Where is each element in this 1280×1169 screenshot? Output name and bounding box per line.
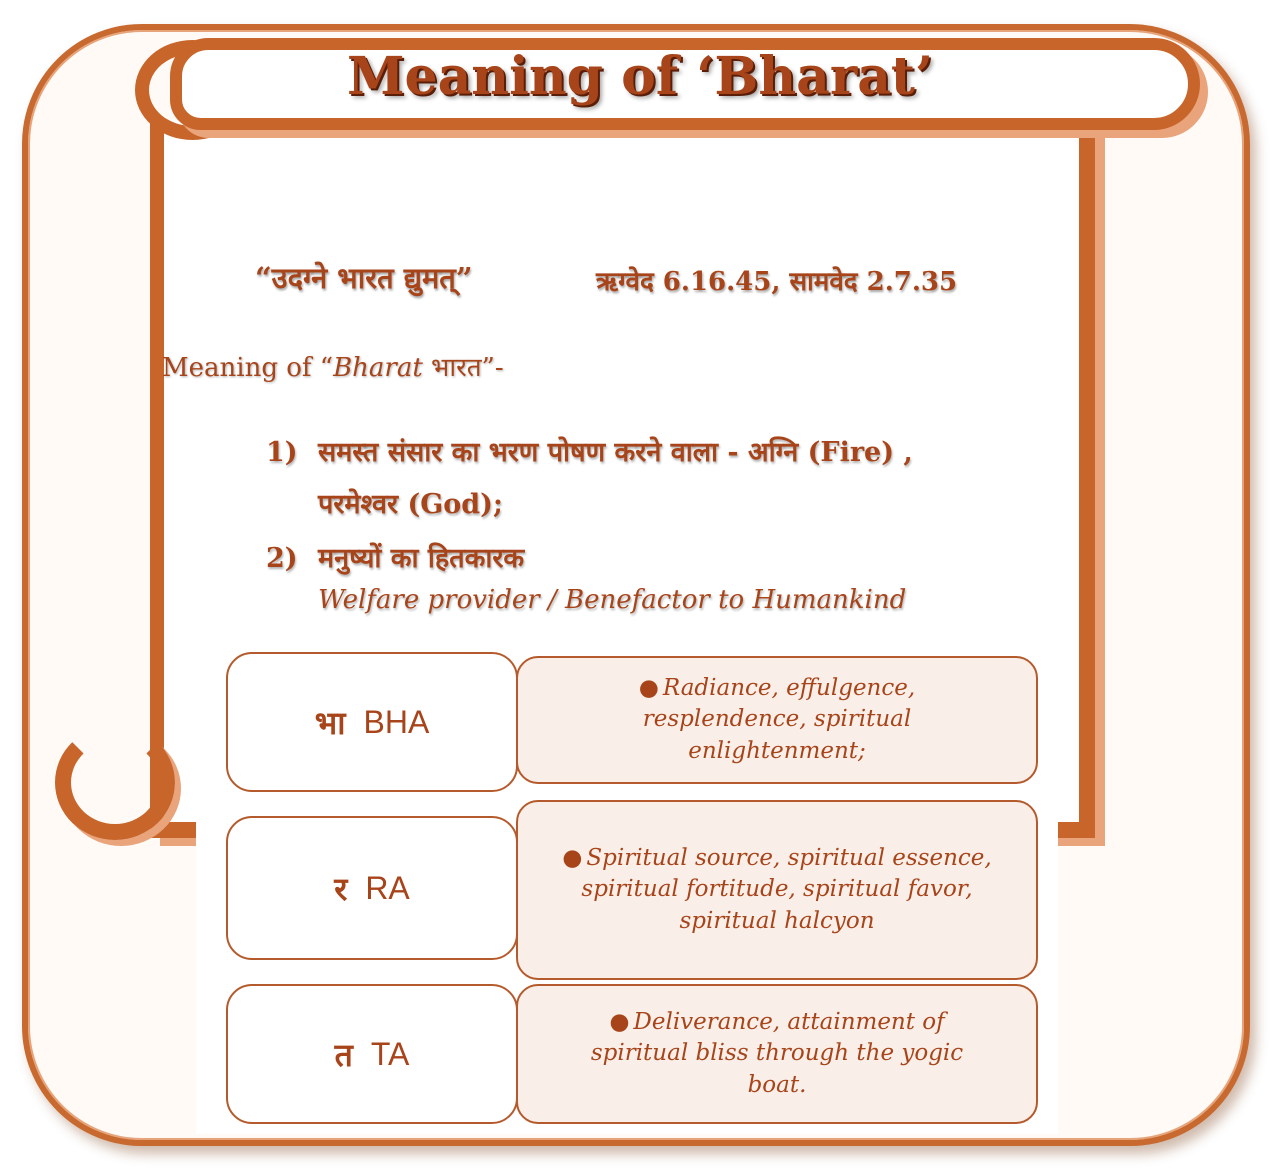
meaning-point-2 [266, 538, 524, 575]
syllable-devanagari: त [334, 1035, 353, 1074]
meaning-point-2-english: Welfare provider / Benefactor to Humankind [318, 585, 907, 615]
syllable-latin: BHA [363, 703, 430, 740]
point-line: मनुष्यों का हितकारक [318, 543, 525, 574]
scripture-reference: ऋग्वेद 6.16.45, सामवेद 2.7.35 [596, 267, 958, 297]
syllable-devanagari: र [334, 869, 348, 908]
bullet-icon: ● [609, 1009, 630, 1036]
description-text: Deliverance, attainment of spiritual bliss through the yogic boat. [590, 1009, 964, 1098]
meaning-heading [162, 348, 504, 384]
syllable-cell [226, 816, 518, 960]
meaning-heading-italic: Bharat [333, 353, 423, 383]
syllable-latin: TA [370, 1035, 410, 1072]
syllable-latin: RA [365, 869, 410, 906]
syllable-cell [226, 984, 518, 1124]
syllable-description [516, 984, 1038, 1124]
bullet-icon: ● [638, 675, 659, 702]
syllable-description [516, 656, 1038, 784]
point-number: 1) [266, 437, 298, 468]
shloka-text: “उदग्ने भारत द्युमत्” [255, 261, 473, 295]
description-text: Radiance, effulgence, resplendence, spiritual enlightenment; [642, 675, 916, 764]
scroll-curl-bottom [55, 725, 175, 840]
page-title: Meaning of ‘Bharat’ [346, 46, 934, 107]
meaning-heading-prefix: Meaning of “ [162, 353, 334, 383]
meaning-point-1-continuation [318, 484, 503, 521]
bullet-icon: ● [562, 845, 583, 872]
point-line: समस्त संसार का भरण पोषण करने वाला - अग्नि (Fire) , [318, 437, 913, 468]
syllable-devanagari: भा [314, 703, 346, 742]
meaning-heading-suffix: भारत”- [422, 353, 504, 383]
meaning-point-1 [266, 432, 913, 469]
description-text: Spiritual source, spiritual essence, spiritual fortitude, spiritual favor, spiritual halcyon [581, 845, 992, 934]
point-line: परमेश्वर (God); [318, 489, 503, 520]
syllable-table [196, 634, 1058, 1134]
syllable-cell [226, 652, 518, 792]
syllable-description [516, 800, 1038, 980]
point-number: 2) [266, 543, 298, 574]
